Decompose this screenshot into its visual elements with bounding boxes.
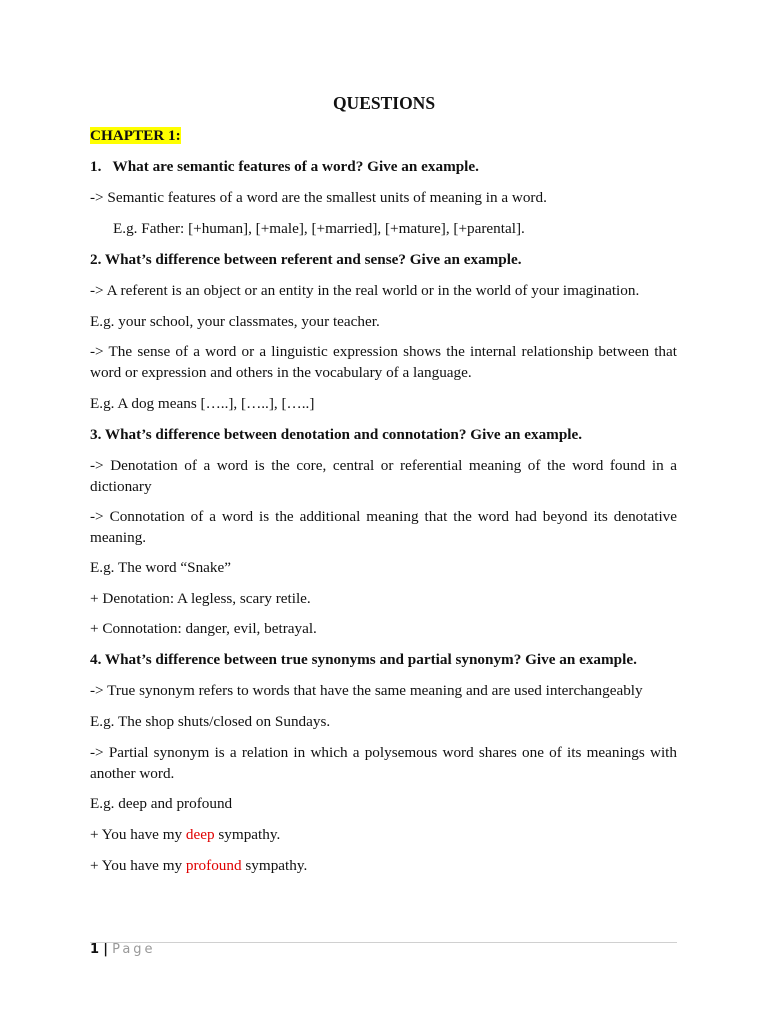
answer-4-true-synonym: -> True synonym refers to words that have the same meaning and are used interchangeably	[90, 682, 643, 699]
page-label: Page	[112, 942, 156, 957]
answer-2-sense: -> The sense of a word or a linguistic expression shows the internal relationship between that word or expression and others in the vocabulary of a language.	[90, 343, 677, 381]
highlighted-word: deep	[185, 826, 215, 843]
example-3-denotation: + Denotation: A legless, scary retile.	[90, 590, 311, 607]
question-4: 4. What’s difference between true synonyms and partial synonym? Give an example.	[90, 651, 637, 668]
answer-2-referent: -> A referent is an object or an entity in the real world or in the world of your imagination.	[90, 282, 640, 299]
sentence-suffix: sympathy.	[241, 857, 308, 874]
sentence-prefix: + You have my	[90, 826, 186, 843]
question-1: 1. What are semantic features of a word? Give an example.	[90, 158, 479, 175]
chapter-label: CHAPTER 1:	[90, 127, 181, 144]
footer-separator: |	[103, 942, 108, 957]
example-2-sense: E.g. A dog means […..], […..], […..]	[90, 395, 315, 412]
sentence-prefix: + You have my	[90, 857, 186, 874]
page-number: 1	[90, 942, 100, 957]
answer-3-connotation: -> Connotation of a word is the additional meaning that the word had beyond its denotative meaning.	[90, 508, 677, 546]
page-title: QUESTIONS	[332, 93, 436, 113]
answer-3-denotation: -> Denotation of a word is the core, central or referential meaning of the word found in a dictionary	[90, 457, 677, 495]
example-1: E.g. Father: [+human], [+male], [+married], [+mature], [+parental].	[113, 220, 525, 237]
example-3-connotation: + Connotation: danger, evil, betrayal.	[90, 620, 317, 637]
footer-divider	[90, 942, 677, 943]
highlighted-word: profound	[185, 857, 242, 874]
example-4-partial-synonym: E.g. deep and profound	[90, 795, 233, 812]
example-4-true-synonym: E.g. The shop shuts/closed on Sundays.	[90, 713, 331, 730]
sentence-suffix: sympathy.	[214, 826, 281, 843]
question-3: 3. What’s difference between denotation and connotation? Give an example.	[90, 426, 583, 443]
example-2-referent: E.g. your school, your classmates, your teacher.	[90, 313, 380, 330]
example-sentence-profound	[90, 856, 677, 877]
example-3: E.g. The word “Snake”	[90, 559, 232, 576]
answer-1: -> Semantic features of a word are the smallest units of meaning in a word.	[90, 189, 547, 206]
question-2: 2. What’s difference between referent and sense? Give an example.	[90, 251, 522, 268]
answer-4-partial-synonym: -> Partial synonym is a relation in which a polysemous word shares one of its meanings with another word.	[90, 744, 677, 782]
example-sentence-deep	[90, 825, 677, 846]
page-footer	[90, 942, 156, 957]
chapter-heading	[90, 126, 677, 147]
